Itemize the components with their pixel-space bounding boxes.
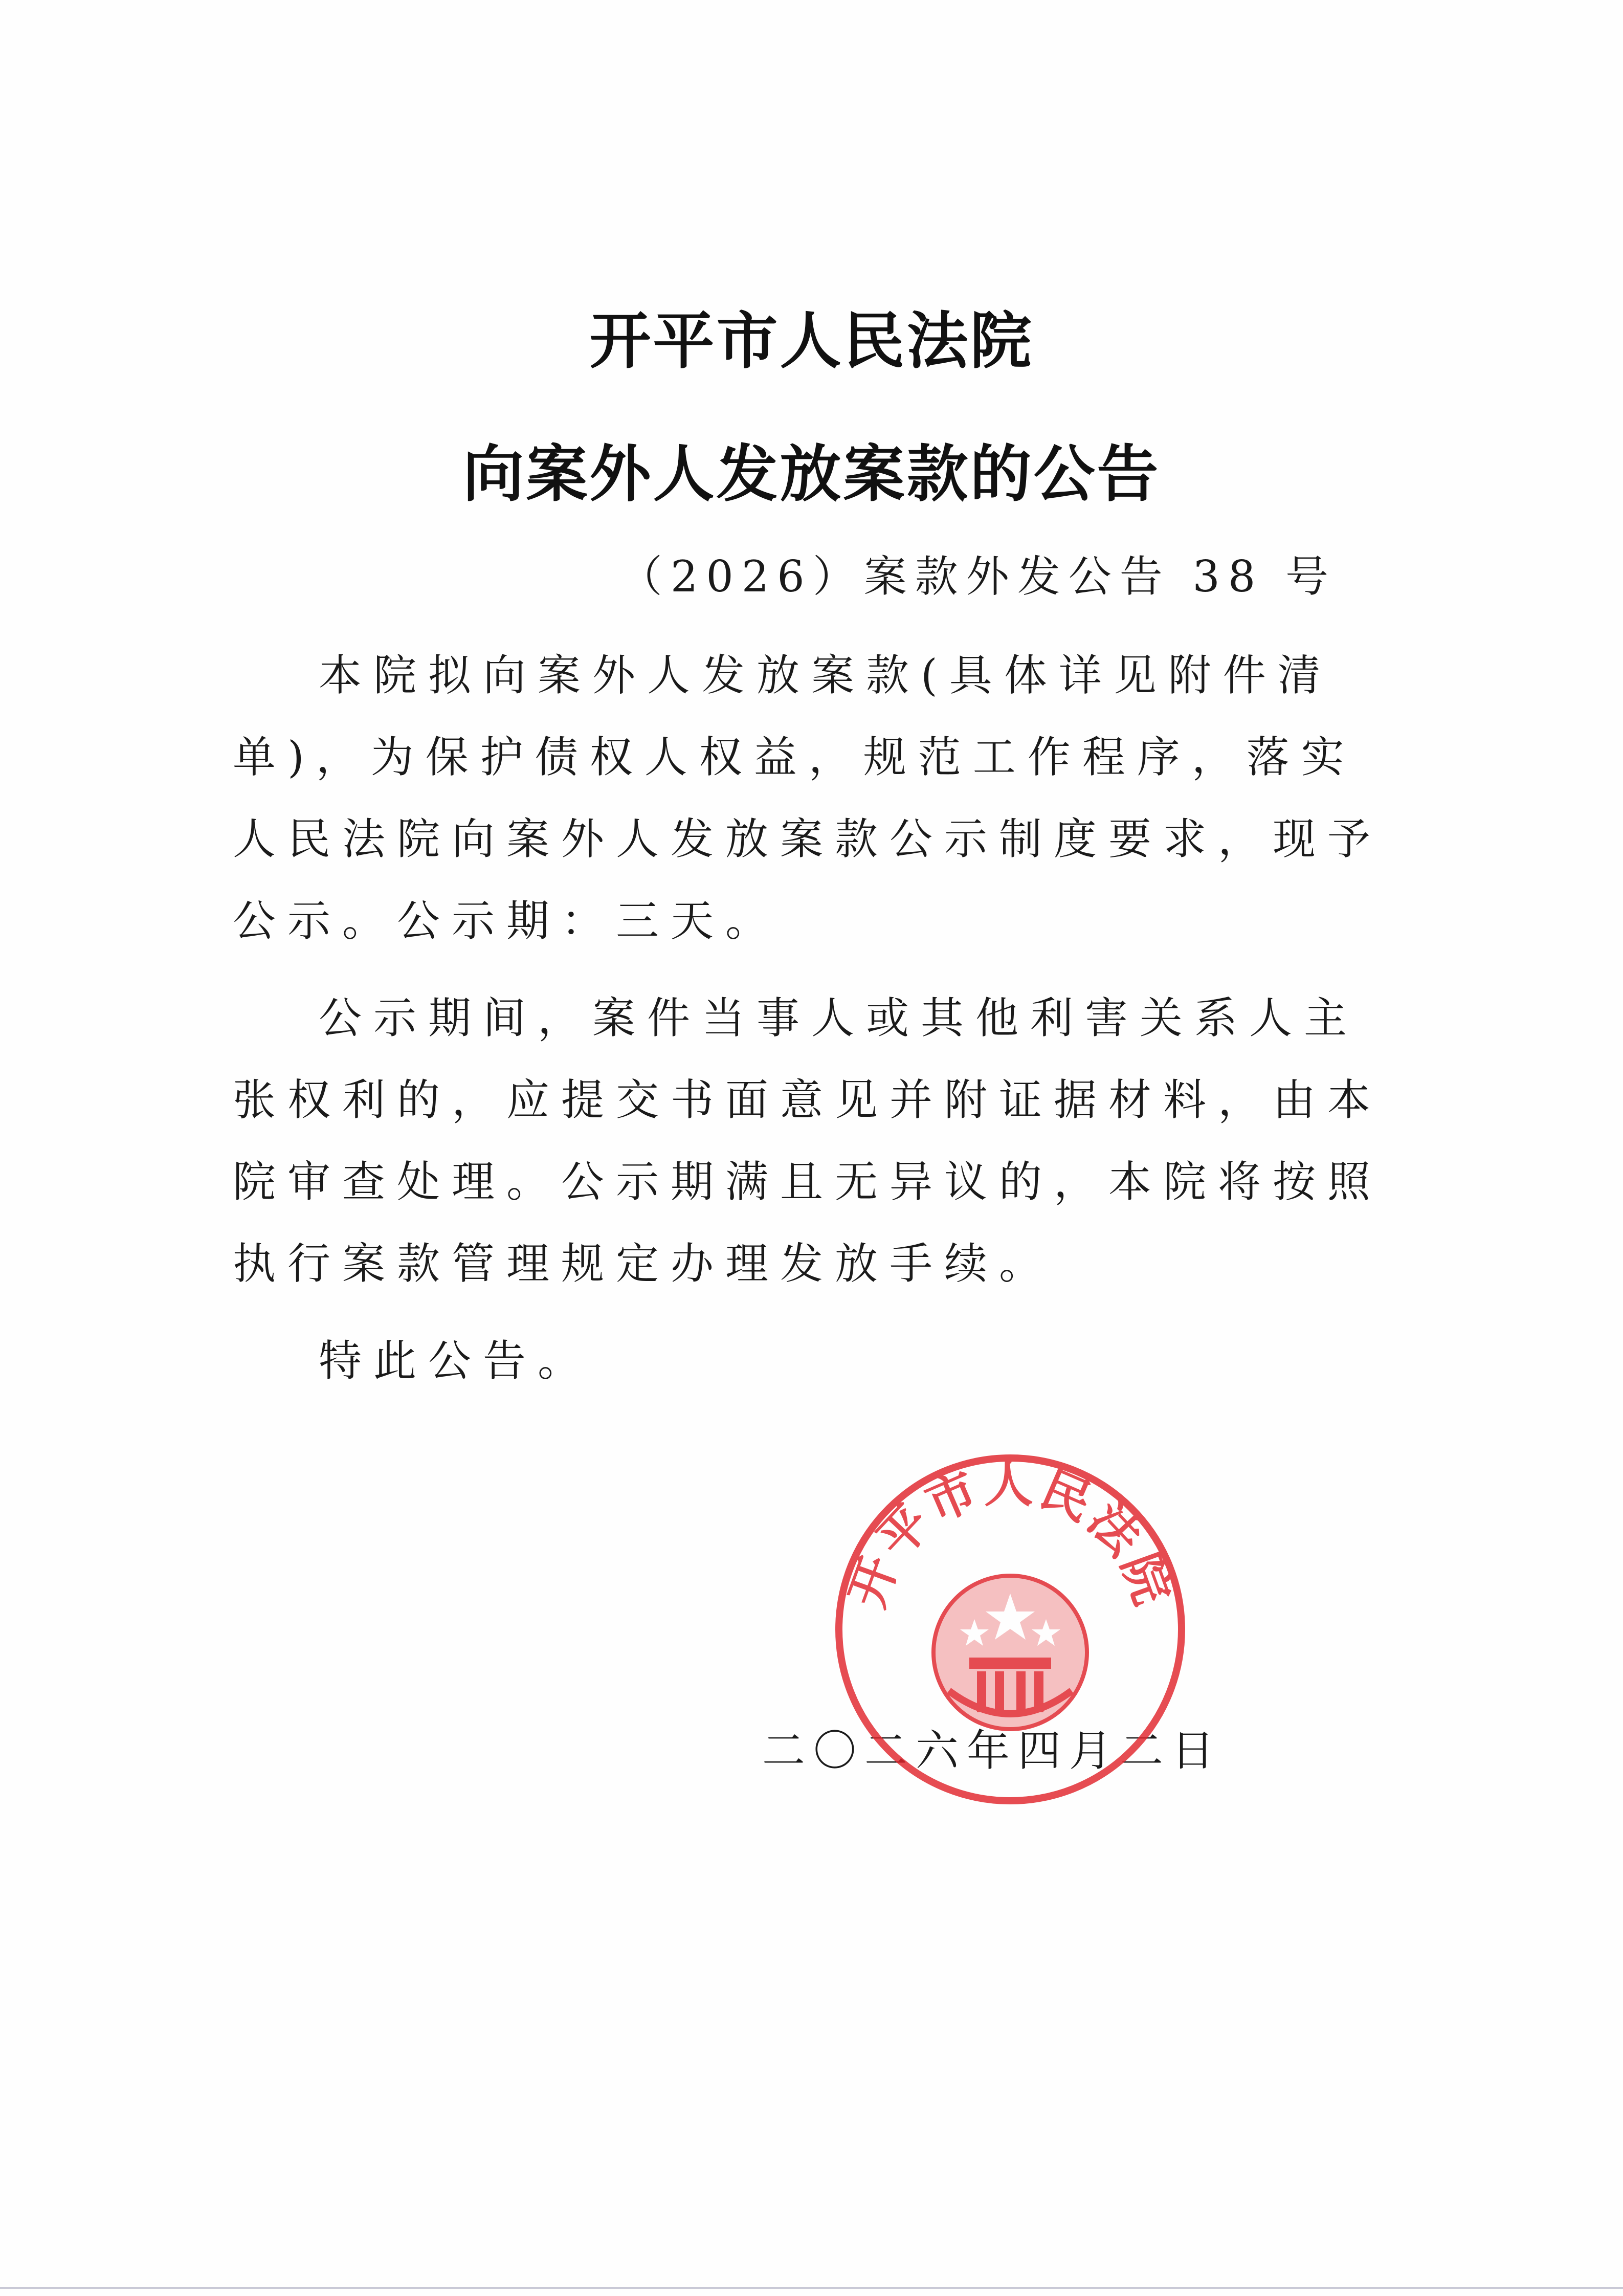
document-body	[233, 634, 1389, 1402]
official-seal-stamp	[831, 1450, 1189, 1808]
document-date: 二〇二六年四月二日	[762, 1726, 1223, 1776]
document-title-court: 开平市人民法院	[589, 306, 1034, 377]
scan-edge-line	[0, 2287, 1623, 2289]
seal-arc-text: 开平市人民法院	[838, 1456, 1183, 1615]
paragraph-objection: 公示期间，案件当事人或其他利害关系人主张权利的，应提交书面意见并附证据材料，由本院审查处理。公示期满且无异议的，本院将按照执行案款管理规定办理发放手续。	[233, 993, 1383, 1289]
document-title-subject: 向案外人发放案款的公告	[462, 439, 1161, 510]
document-number: （2026）案款外发公告 38 号	[619, 551, 1337, 602]
paragraph-announcement: 本院拟向案外人发放案款(具体详见附件清单)，为保护债权人权益，规范工作程序，落实人民法院向案外人发放案款公示制度要求，现予公示。公示期：三天。	[233, 650, 1383, 946]
court-emblem-icon	[933, 1576, 1087, 1729]
paragraph-closing: 特此公告。	[319, 1336, 593, 1386]
